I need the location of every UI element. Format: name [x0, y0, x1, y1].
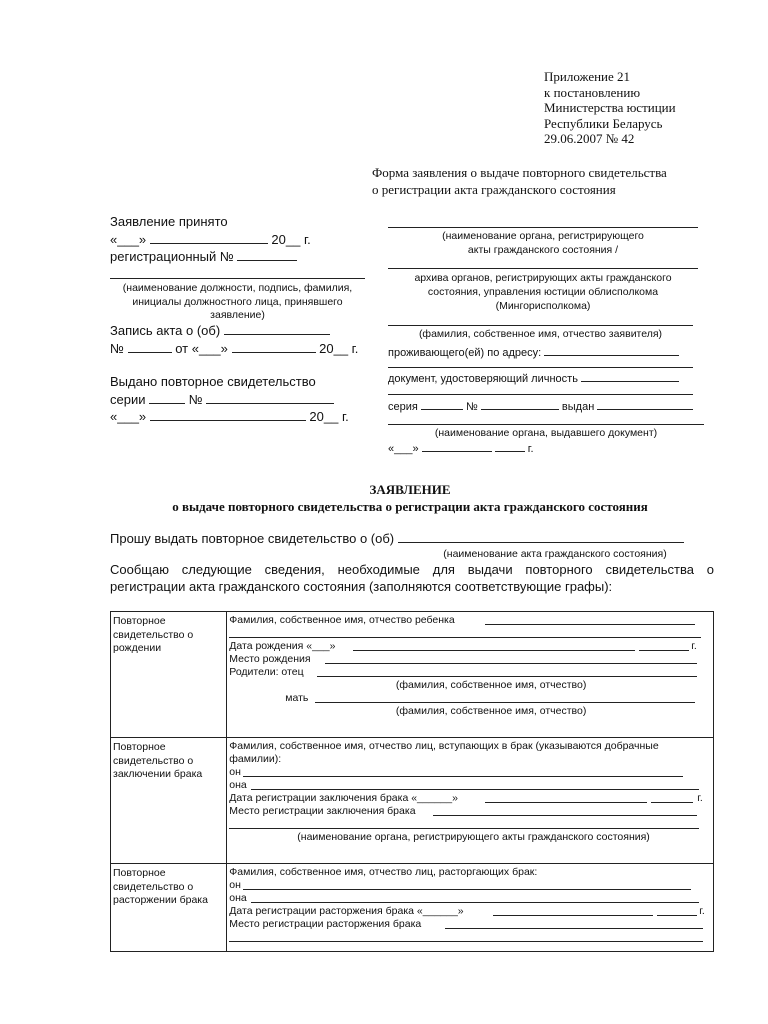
- divorce-fio-label: Фамилия, собственное имя, отчество лиц, расторгающих брак:: [229, 866, 538, 878]
- statement-subtitle: о выдаче повторного свидетельства о регистрации акта гражданского состояния: [172, 499, 648, 514]
- series-field[interactable]: [149, 392, 185, 404]
- marriage-date-label: Дата регистрации заключения брака «______»: [229, 792, 458, 804]
- marriage-place-row-2: [229, 818, 713, 831]
- passport-series-field[interactable]: [421, 398, 463, 410]
- marriage-label: Повторное свидетельство о заключении брака: [111, 738, 227, 864]
- birth-year-suffix: г.: [691, 640, 697, 652]
- birth-year-field[interactable]: [639, 640, 689, 651]
- marriage-date-row: [229, 792, 713, 805]
- mother-label: мать: [285, 692, 309, 704]
- doc-date-year-field[interactable]: [495, 440, 525, 452]
- official-line[interactable]: [110, 278, 365, 279]
- marriage-she-row: [229, 779, 713, 792]
- address-line-2[interactable]: [388, 367, 693, 368]
- divorce-he-row: [229, 879, 713, 892]
- child-fio-row: [229, 614, 713, 627]
- passport-issued-field[interactable]: [597, 398, 693, 410]
- archive-line[interactable]: [388, 268, 698, 269]
- marriage-date-field[interactable]: [485, 792, 647, 803]
- record-year: 20__ г.: [319, 341, 359, 356]
- residing-row: [388, 344, 679, 359]
- child-fio-row-2: [229, 627, 713, 640]
- statement-title: ЗАЯВЛЕНИЕ: [369, 482, 451, 497]
- caption-line: архива органов, регистрирующих акты гражданского: [414, 272, 672, 284]
- table-row-marriage: [111, 738, 714, 864]
- appendix-block: [544, 69, 676, 147]
- divorce-label: Повторное свидетельство о расторжении брака: [111, 864, 227, 952]
- reg-number-label: регистрационный №: [110, 249, 234, 264]
- divorce-year-suffix: г.: [699, 905, 705, 917]
- issued-year: 20__ г.: [309, 409, 349, 424]
- he-label: он: [229, 879, 241, 891]
- archive-caption: [382, 271, 704, 313]
- birth-date-label: Дата рождения «___»: [229, 640, 336, 652]
- form-title-line: Форма заявления о выдаче повторного свидетельства: [372, 165, 667, 180]
- issuer-line[interactable]: [388, 424, 704, 425]
- id-doc-line-2[interactable]: [388, 394, 693, 395]
- accepted-label: Заявление принято: [110, 214, 228, 229]
- issued-month-field[interactable]: [150, 409, 306, 421]
- date-month-field[interactable]: [150, 232, 268, 244]
- divorce-he-field[interactable]: [243, 879, 691, 890]
- marriage-place-field-2[interactable]: [229, 818, 699, 829]
- applicant-line[interactable]: [388, 325, 693, 326]
- mother-row: [229, 692, 713, 705]
- child-fio-field[interactable]: [485, 614, 695, 625]
- birth-label: Повторное свидетельство о рождении: [111, 612, 227, 738]
- no-label: №: [110, 341, 124, 356]
- divorce-place-label: Место регистрации расторжения брака: [229, 918, 422, 930]
- divorce-place-field[interactable]: [445, 918, 703, 929]
- record-month-field[interactable]: [232, 341, 316, 353]
- record-number-field[interactable]: [128, 341, 172, 353]
- birth-place-field[interactable]: [325, 653, 697, 664]
- form-title-line: о регистрации акта гражданского состояния: [372, 182, 616, 197]
- caption-line: (наименование органа, регистрирующего: [442, 230, 644, 242]
- no2-label: №: [188, 392, 203, 407]
- applicant-caption: (фамилия, собственное имя, отчество заявителя): [418, 328, 663, 340]
- organ-line[interactable]: [388, 227, 698, 228]
- request-row: [110, 531, 684, 546]
- marriage-organ-caption: (наименование органа, регистрирующего акты гражданского состояния): [297, 831, 650, 843]
- record-act-field[interactable]: [224, 323, 330, 335]
- id-doc-label: документ, удостоверяющий личность: [388, 373, 578, 385]
- request-caption: (наименование акта гражданского состояния): [443, 548, 667, 560]
- marriage-year-field[interactable]: [651, 792, 693, 803]
- request-field[interactable]: [398, 531, 684, 543]
- id-doc-field[interactable]: [581, 370, 679, 382]
- appendix-line: Республики Беларусь: [544, 115, 663, 131]
- caption-line: заявление): [210, 309, 265, 321]
- passport-number-field[interactable]: [481, 398, 559, 410]
- series-label: серии: [110, 392, 146, 407]
- marriage-year-suffix: г.: [697, 792, 703, 804]
- info-line-1: Сообщаю следующие сведения, необходимые для выдачи повторного свидетельства о: [110, 562, 714, 577]
- marriage-place-field[interactable]: [433, 805, 697, 816]
- birth-date-row: [229, 640, 713, 653]
- doc-date-day: «___»: [388, 443, 419, 455]
- doc-date-suffix: г.: [527, 443, 534, 455]
- divorce-date-label: Дата регистрации расторжения брака «______»: [229, 905, 464, 917]
- reg-number-field[interactable]: [237, 249, 297, 261]
- divorce-she-field[interactable]: [251, 892, 699, 903]
- from-label: от «___»: [175, 341, 228, 356]
- divorce-place-row: [229, 918, 713, 931]
- passport-row: [388, 398, 693, 413]
- child-fio-label: Фамилия, собственное имя, отчество ребенка: [229, 614, 455, 626]
- accepted-date-row: [110, 232, 311, 247]
- birth-place-row: [229, 653, 713, 666]
- passport-no-label: №: [465, 401, 478, 413]
- organ-caption: [388, 230, 698, 257]
- caption-line: состояния, управления юстиции облисполкома: [427, 286, 659, 298]
- official-caption: [110, 282, 365, 323]
- child-fio-field-2[interactable]: [229, 627, 701, 638]
- request-label: Прошу выдать повторное свидетельство о (об): [110, 531, 395, 546]
- issuer-caption: (наименование органа, выдавшего документ): [434, 427, 658, 439]
- form-title: [372, 164, 667, 198]
- record-number-row: [110, 341, 358, 356]
- address-field[interactable]: [544, 344, 679, 356]
- caption-line: (наименование должности, подпись, фамилия,: [122, 282, 353, 294]
- divorce-cell: [227, 864, 714, 952]
- table-row-birth: [111, 612, 714, 738]
- series-row: [110, 392, 334, 407]
- passport-series-label: серия: [388, 401, 418, 413]
- appendix-line: Министерства юстиции: [544, 100, 676, 115]
- divorce-date-row: [229, 905, 713, 918]
- marriage-place-label: Место регистрации заключения брака: [229, 805, 416, 817]
- father-row: [229, 666, 713, 679]
- divorce-she-row: [229, 892, 713, 905]
- birth-date-field[interactable]: [353, 640, 635, 651]
- id-doc-row: [388, 370, 679, 385]
- appendix-line: 29.06.2007 № 42: [544, 131, 635, 146]
- birth-cell: [227, 612, 714, 738]
- father-caption: (фамилия, собственное имя, отчество): [395, 679, 587, 691]
- record-act-row: [110, 323, 330, 338]
- she-label: она: [229, 779, 247, 791]
- mother-caption: (фамилия, собственное имя, отчество): [395, 705, 587, 717]
- date-day: «___»: [110, 232, 147, 247]
- caption-line: (Мингорисполкома): [495, 300, 591, 312]
- record-act-label: Запись акта о (об): [110, 323, 221, 338]
- cert-number-field[interactable]: [206, 392, 334, 404]
- she-label: она: [229, 892, 247, 904]
- marriage-she-field[interactable]: [251, 779, 699, 790]
- reg-number-row: [110, 249, 297, 264]
- marriage-he-field[interactable]: [243, 766, 683, 777]
- certificate-table: [110, 611, 714, 952]
- mother-field[interactable]: [315, 692, 695, 703]
- marriage-cell: [227, 738, 714, 864]
- birth-place-label: Место рождения: [229, 653, 311, 665]
- issued-day: «___»: [110, 409, 147, 424]
- issued-date-row: [110, 409, 349, 424]
- date-year: 20__ г.: [271, 232, 311, 247]
- doc-date-row: [388, 440, 534, 455]
- residing-label: проживающего(ей) по адресу:: [388, 347, 542, 359]
- appendix-line: Приложение 21: [544, 69, 631, 84]
- caption-line: инициалы должностного лица, принявшего: [132, 295, 343, 308]
- divorce-year-field[interactable]: [657, 905, 697, 916]
- passport-issued-label: выдан: [561, 401, 595, 413]
- marriage-place-row: [229, 805, 713, 818]
- marriage-fio-label: Фамилия, собственное имя, отчество лиц, вступающих в брак (указываются добрачные фамилии):: [229, 740, 659, 765]
- marriage-he-row: [229, 766, 713, 779]
- father-field[interactable]: [317, 666, 697, 677]
- father-label: Родители: отец: [229, 666, 304, 678]
- caption-line: акты гражданского состояния /: [467, 243, 619, 256]
- appendix-line: к постановлению: [544, 84, 641, 100]
- issued-label: Выдано повторное свидетельство: [110, 374, 316, 389]
- table-row-divorce: [111, 864, 714, 952]
- divorce-place-field-2[interactable]: [229, 931, 703, 942]
- doc-date-month-field[interactable]: [422, 440, 492, 452]
- divorce-date-field[interactable]: [493, 905, 653, 916]
- divorce-place-row-2: [229, 931, 713, 944]
- info-line-2: регистрации акта гражданского состояния (заполняются соответствующие графы):: [110, 579, 613, 594]
- he-label: он: [229, 766, 241, 778]
